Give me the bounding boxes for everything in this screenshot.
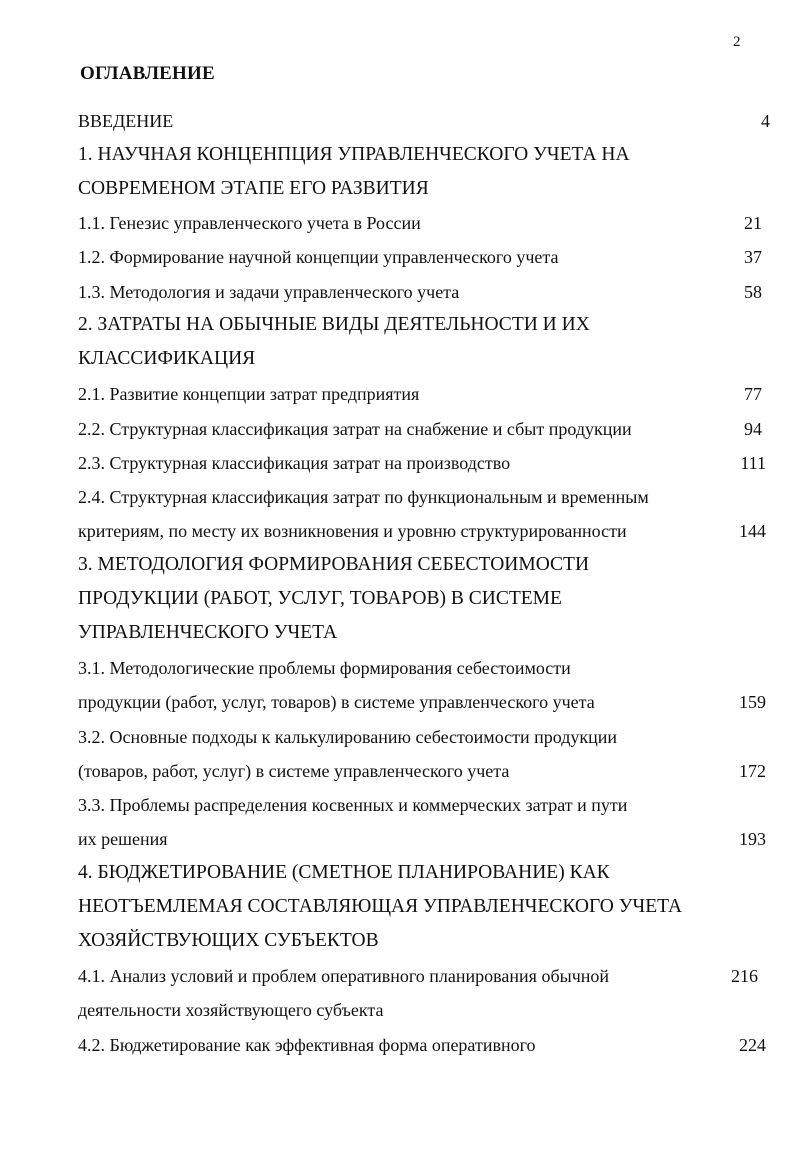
toc-section-3-1-line-1: 3.1. Методологические проблемы формирования себестоимости [78, 658, 571, 678]
toc-section-4-2: 4.2. Бюджетирование как эффективная форма оперативного [78, 1035, 536, 1055]
page-number: 2 [733, 34, 741, 50]
toc-chapter-4-line-2: НЕОТЪЕМЛЕМАЯ СОСТАВЛЯЮЩАЯ УПРАВЛЕНЧЕСКОГО УЧЕТА [78, 896, 683, 917]
toc-page-2-3: 111 [740, 453, 766, 473]
toc-page-4-2: 224 [739, 1035, 766, 1055]
toc-section-2-4-line-2: критериям, по месту их возникновения и уровню структурированности [78, 521, 627, 541]
toc-section-3-2-line-1: 3.2. Основные подходы к калькулированию себестоимости продукции [78, 727, 618, 747]
toc-chapter-4-line-3: ХОЗЯЙСТВУЮЩИХ СУБЪЕКТОВ [78, 930, 379, 951]
toc-chapter-3-line-2: ПРОДУКЦИИ (РАБОТ, УСЛУГ, ТОВАРОВ) В СИСТЕМЕ [78, 588, 562, 609]
toc-section-2-3: 2.3. Структурная классификация затрат на производство [78, 453, 511, 473]
toc-section-4-1-line-2: деятельности хозяйствующего субъекта [78, 1000, 384, 1020]
toc-section-2-4-line-1: 2.4. Структурная классификация затрат по функциональным и временным [78, 487, 649, 507]
toc-chapter-3-line-1: 3. МЕТОДОЛОГИЯ ФОРМИРОВАНИЯ СЕБЕСТОИМОСТИ [78, 554, 590, 575]
toc-section-2-1: 2.1. Развитие концепции затрат предприятия [78, 384, 420, 404]
toc-section-1-1: 1.1. Генезис управленческого учета в России [78, 213, 421, 233]
toc-chapter-3-line-3: УПРАВЛЕНЧЕСКОГО УЧЕТА [78, 622, 338, 643]
toc-section-1-3: 1.3. Методология и задачи управленческого учета [78, 282, 460, 302]
toc-section-1-2: 1.2. Формирование научной концепции управленческого учета [78, 247, 559, 267]
toc-section-2-2: 2.2. Структурная классификация затрат на снабжение и сбыт продукции [78, 419, 632, 439]
toc-page-1-3: 58 [744, 282, 762, 302]
toc-section-3-3-line-1: 3.3. Проблемы распределения косвенных и коммерческих затрат и пути [78, 795, 628, 815]
toc-page-3-3: 193 [739, 829, 766, 849]
toc-page-2-4: 144 [739, 521, 766, 541]
toc-page-3-1: 159 [739, 692, 766, 712]
toc-chapter-1-line-1: 1. НАУЧНАЯ КОНЦЕНПЦИЯ УПРАВЛЕНЧЕСКОГО УЧЕТА НА [78, 144, 630, 165]
toc-page-4-1: 216 [731, 966, 758, 986]
toc-section-3-3-line-2: их решения [78, 829, 168, 849]
toc-entry-introduction: ВВЕДЕНИЕ [78, 111, 174, 131]
toc-page-3-2: 172 [739, 761, 766, 781]
toc-page-1-1: 21 [744, 213, 762, 233]
toc-chapter-1-line-2: СОВРЕМЕНОМ ЭТАПЕ ЕГО РАЗВИТИЯ [78, 178, 429, 199]
toc-title: ОГЛАВЛЕНИЕ [80, 63, 215, 84]
toc-section-3-1-line-2: продукции (работ, услуг, товаров) в системе управленческого учета [78, 692, 595, 712]
toc-page-introduction: 4 [761, 111, 770, 131]
toc-section-3-2-line-2: (товаров, работ, услуг) в системе управленческого учета [78, 761, 510, 781]
toc-chapter-2-line-2: КЛАССИФИКАЦИЯ [78, 348, 256, 369]
toc-section-4-1-line-1: 4.1. Анализ условий и проблем оперативного планирования обычной [78, 966, 610, 986]
toc-page-2-2: 94 [744, 419, 762, 439]
toc-page-2-1: 77 [744, 384, 762, 404]
toc-chapter-2-line-1: 2. ЗАТРАТЫ НА ОБЫЧНЫЕ ВИДЫ ДЕЯТЕЛЬНОСТИ И ИХ [78, 314, 590, 335]
toc-chapter-4-line-1: 4. БЮДЖЕТИРОВАНИЕ (СМЕТНОЕ ПЛАНИРОВАНИЕ) КАК [78, 862, 610, 883]
toc-page-1-2: 37 [744, 247, 762, 267]
